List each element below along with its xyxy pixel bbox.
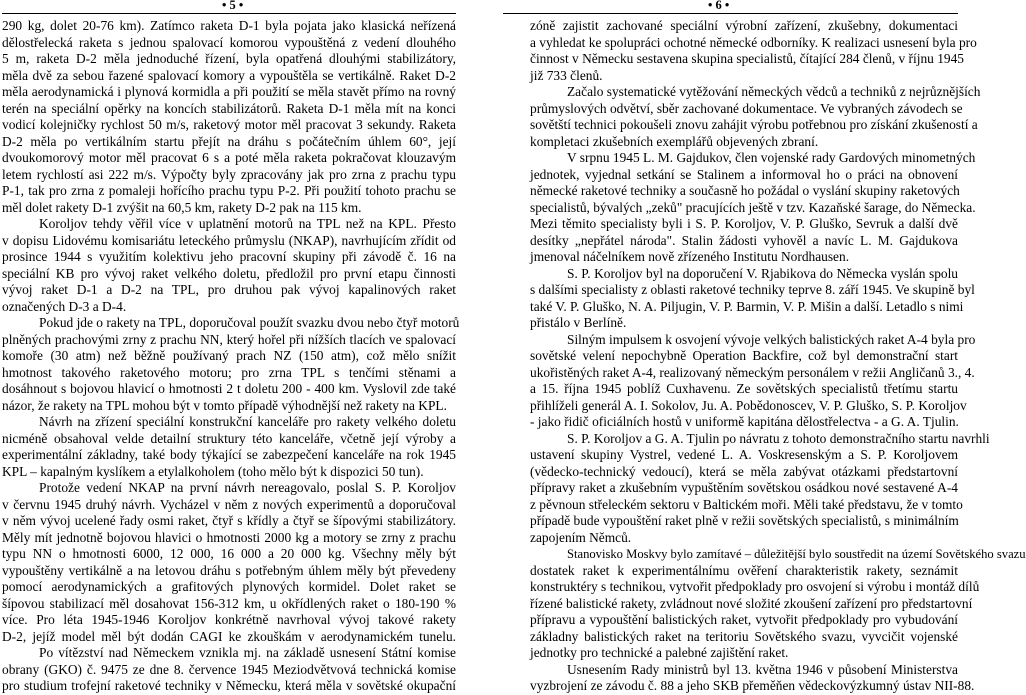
text-line: nicméně obsahoval velde detailní struktury této kanceláře, včetně její výroby a bbox=[2, 430, 456, 446]
text-line: komoře (30 atm) než běžně používaný prach NZ (150 atm), což mělo snížit bbox=[2, 348, 456, 363]
text-line: řízené balistické rakety, zvládnout nové složité zkoušení zařízení pro předstartovní bbox=[530, 595, 973, 611]
text-line: měla dvě za sebou řazené spalovací komory a vypouštěla se vertikálně. Raket D-2 bbox=[2, 67, 456, 83]
text-line: speciální KB pro vývoj raket velkého doletu, předložil pro první etapu činnosti bbox=[2, 265, 456, 281]
page-number-left: • 5 • bbox=[222, 0, 244, 12]
text-line: činnost v Německu sestavena skupina specialistů, čítající 284 členů, v říjnu 1945 bbox=[530, 51, 964, 66]
text-line: konstruktéry s technikou, vytvořit předpoklady pro osvojení si výrobu i montáž dílů bbox=[530, 579, 980, 594]
text-line: jednotky pro technické a palebné zajištění raket. bbox=[530, 645, 789, 660]
text-line: a vyhledat ke spolupráci ochotné německé odborníky. K realizaci usnesení byla pro bbox=[530, 34, 977, 50]
text-line: V srpnu 1945 L. M. Gajdukov, člen vojenské rady Gardových minometných bbox=[567, 150, 976, 165]
text-line: dostatek raket k experimentálnímu ověření charakteristik rakety, seznámit bbox=[530, 562, 958, 578]
text-line: desítky „nepřátel národa". Stalin žádosti vyhověl a navíc L. M. Gajdukova bbox=[530, 232, 958, 248]
text-line: 290 kg, dolet 20-76 km). Zatímco raketa D-1 byla pojata jako klasická neřízená bbox=[2, 18, 456, 33]
text-line: vyzbrojení ze závodu č. 88 a jeho SKB přeměňen vědeckovýzkumný ústav NII-88. bbox=[530, 678, 975, 693]
text-line: terén na speciální opěrky na koncích stabilizátorů. Raketa D-1 měla mít na konci bbox=[2, 100, 456, 116]
text-line: Začalo systematické vytěžování německých vědců a techniků z nejrůznějších bbox=[567, 84, 981, 99]
text-line: - jako řidič oficiálních hostů v uniformě kapitána dělostřelectva - a G. A. Tjulin. bbox=[530, 414, 959, 429]
text-line: prosince 1944 s využitím kolektivu jeho pracovní skupiny při závodě č. 16 na bbox=[2, 249, 456, 264]
text-line: 5 m, raketa D-2 měla jednoduché řízení, byla opatřená dlouhými stabilizátory, bbox=[2, 51, 456, 66]
text-line: D-2, jejíž model měl být dodán CAGI ke zkouškám v aerodynamickém tunelu. bbox=[2, 628, 456, 644]
text-line: Stanovisko Moskvy bylo zamítavé – důležitější bylo soustředit na území Sovětského svazu bbox=[567, 547, 1026, 561]
text-line: hmotnost takového raketového motoru; pro zrna TPL s tenčími stěnami a bbox=[2, 364, 456, 380]
text-line: dosáhnout s bojovou hlavicí o hmotnosti 2 t doletu 200 - 400 km. Vyslovil zde také bbox=[2, 381, 456, 396]
text-line: letem rychlostí asi 222 m/s. Výpočty byly zpracovány jak pro zrna z prachu typu bbox=[2, 166, 456, 182]
text-line: jmenoval náčelníkem nově zřízeného Institutu Nordhausen. bbox=[530, 249, 850, 264]
text-line: průmyslových odvětví, sběr zachované dokumentace. Ve vybraných závodech se bbox=[530, 100, 963, 116]
text-line: označených D-3 a D-4. bbox=[2, 298, 127, 314]
text-line: KPL – kapalným kyslíkem a etylalkoholem (toho mělo být k dispozici 50 tun). bbox=[2, 463, 424, 479]
text-line: experimentální základny, také body týkající se zabezpečení kanceláře na rok 1945 bbox=[2, 447, 456, 462]
text-line: obrany (GKO) č. 9475 ze dne 8. července 1945 Meziodvětvová technická komise bbox=[2, 661, 456, 677]
text-line: S. P. Koroljov byl na doporučení V. Rjabikova do Německa vyslán spolu bbox=[567, 265, 958, 281]
left-page-text bbox=[2, 18, 460, 695]
text-line: Mezi těmito specialisty byli i S. P. Koroljov, V. P. Gluško, Sevruk a další dvě bbox=[530, 216, 958, 231]
text-line: sovětští technici pokoušeli znovu zahájit výrobu potřebnou pro získání zkušeností a bbox=[530, 117, 978, 132]
text-line: ustavení skupiny Vystrel, vedené L. A. Voskresenským a S. P. Koroljovem bbox=[530, 447, 958, 462]
text-line: dělostřelecká raketa s jednou spalovací komorou vypouštěná z vedení dlouhého bbox=[2, 34, 456, 50]
text-line: pro studium trofejní raketové techniky v Německu, která měla v sovětské okupační bbox=[2, 678, 456, 693]
text-line: typu NN o hmotnosti 6000, 12 000, 16 000 a 20 000 kg. Všechny měly být bbox=[2, 546, 456, 561]
text-line: zóně zajistit zachované speciální výrobní zařízení, zkušebny, dokumentaci bbox=[530, 18, 958, 33]
text-line: Pokud jde o rakety na TPL, doporučoval použít svazku dvou nebo čtyř motorů bbox=[39, 315, 460, 330]
text-line: a 15. října 1945 poblíž Cuxhavenu. Ze sovětských specialistů třetímu startu bbox=[530, 381, 958, 396]
text-line: kompletaci zkušebních exemplářů objevených zbraní. bbox=[530, 133, 819, 149]
text-line: německé raketové techniky a současně ho požádal o vyslání skupiny raketových bbox=[530, 183, 960, 198]
text-line: přistálo v Berlíně. bbox=[530, 315, 627, 330]
text-line: již 733 členů. bbox=[530, 67, 603, 83]
text-line: v něm vývoj ucelené řady osmi raket, čtyř s křídly a čtyř se šípovými stabilizátory. bbox=[2, 513, 456, 528]
text-line: v dopisu Lidovému komisariátu leteckého průmyslu (NKAP), navrhujícím zřídit od bbox=[2, 232, 456, 248]
text-line: Měly mít jednotně bojovou hlavici o hmotnosti 2000 kg a motory se zrny z prachu bbox=[2, 529, 456, 545]
text-line: Koroljov tehdy věřil více v uplatnění motorů na TPL než na KPL. Přesto bbox=[39, 216, 456, 231]
right-page-text bbox=[530, 18, 1026, 695]
text-line: Protože vedení NKAP na první návrh nereagovalo, poslal S. P. Koroljov bbox=[39, 480, 456, 495]
text-line: také V. P. Gluško, N. A. Piljugin, V. P. Barmin, V. P. Mišin a další. Letadlo s nimi bbox=[530, 298, 964, 314]
header-rule-right bbox=[503, 13, 958, 14]
text-line: případě bude vypouštění raket plně v režii sovětských specialistů, s minimálním bbox=[530, 513, 959, 528]
text-line: Silným impulsem k osvojení vývoje velkých balistických raket A-4 byla pro bbox=[567, 331, 976, 347]
text-line: sovětské velení nepochybně Operation Backfire, což byl demonstrační start bbox=[530, 348, 958, 363]
text-line: vodicí kolejničky rychlost 50 m/s, raketový motor měl pracovat 3 sekundy. Raketa bbox=[2, 117, 456, 132]
text-line: ukořistěných raket A-4, realizovaný německým personálem v režii Angličanů 3., 4. bbox=[530, 364, 975, 380]
text-line: přípravy raket a zkušebním vypuštěním sovětskou osádkou nové sestavené A-4 bbox=[530, 480, 958, 495]
text-line: měla aerodynamická i plynová kormidla a při použití se měla stavět přímo na rovný bbox=[2, 84, 456, 99]
text-line: (vědecko-technický vedoucí), která se měla zabývat otázkami předstartovní bbox=[530, 463, 958, 479]
text-line: plněných prachovými zrny z prachu NN, který hořel při nížších tlacích ve spalovací bbox=[2, 331, 456, 347]
text-line: P-1, tak pro zrna z pomaleji hořícího prachu typu P-2. Při použití tohoto prachu se bbox=[2, 183, 456, 198]
text-line: s dalšími specialisty z oblasti raketové techniky teprve 8. září 1945. Ve skupině byl bbox=[530, 282, 975, 297]
text-line: názor, že rakety na TPL mohou být v tomto případě výhodnější než rakety na KPL. bbox=[2, 397, 447, 413]
text-line: jednotek, vyjednal setkání se Stalinem a informoval ho o práci na obnovení bbox=[530, 166, 958, 182]
text-line: zapojením Němců. bbox=[530, 529, 632, 545]
text-line: pomocí aerodynamických a grafitových plynových kormidel. Dolet raket se bbox=[2, 579, 456, 594]
text-line: Návrh na zřízení speciální konstrukční kanceláře pro rakety velkého doletu bbox=[39, 414, 456, 429]
text-line: Po vítězství nad Německem vznikla mj. na základě usnesení Státní komise bbox=[39, 645, 456, 660]
header-rule-left bbox=[2, 13, 456, 14]
text-line: dvoukomorový motor měl pracovat 6 s a poté měla raketa pokračovat klouzavým bbox=[2, 150, 456, 165]
text-line: Usnesením Rady ministrů byl 13. května 1946 v působení Ministerstva bbox=[567, 661, 958, 677]
text-line: specialistů, bývalých „zeků" pracujících ještě v tzv. Kazaňské šarage, do Německa. bbox=[530, 199, 976, 215]
text-line: více. Pro léta 1945-1946 Koroljov konkrétně navrhoval vývoj takové rakety bbox=[2, 612, 456, 627]
text-line: vývoj raket D-1 a D-2 na TPL, pro druhou pak vývoj kapalinových raket bbox=[2, 282, 456, 297]
text-line: S. P. Koroljov a G. A. Tjulin po návratu z tohoto demonstračního startu navrhli bbox=[567, 430, 990, 446]
page-number-right: • 6 • bbox=[708, 0, 730, 12]
text-line: přípravu a vypouštění balistických raket, vytvořit předpoklady pro vybudování bbox=[530, 612, 958, 627]
text-line: vypouštěny vertikálně a na letovou dráhu s potřebným úhlem měly být převedeny bbox=[2, 562, 456, 578]
text-line: měl dolet rakety D-1 zvýšit na 60,5 km, rakety D-2 pak na 115 km. bbox=[2, 199, 362, 215]
text-line: přihlíželi generál A. I. Sokolov, Ju. A. Pobědonoscev, V. P. Gluško, S. P. Koroljov bbox=[530, 397, 967, 413]
text-line: v červnu 1945 druhý návrh. Vycházel v něm z nových experimentů a doporučoval bbox=[2, 496, 456, 512]
text-line: D-2 měla po vertikálním startu přejít na dráhu s počátečním úhlem 60°, její bbox=[2, 133, 456, 149]
text-line: základny balistických raket na teritoriu Sovětského svazu, vyvcičit vojenské bbox=[530, 628, 958, 644]
text-line: z pěvnoun střeleckém sektoru v Baltickém moři. Měli také představu, že v tomto bbox=[530, 496, 963, 512]
text-line: šípovou stabilizací měl dosahovat 156-312 km, u okřídlených raket o 180-190 % bbox=[2, 595, 456, 611]
